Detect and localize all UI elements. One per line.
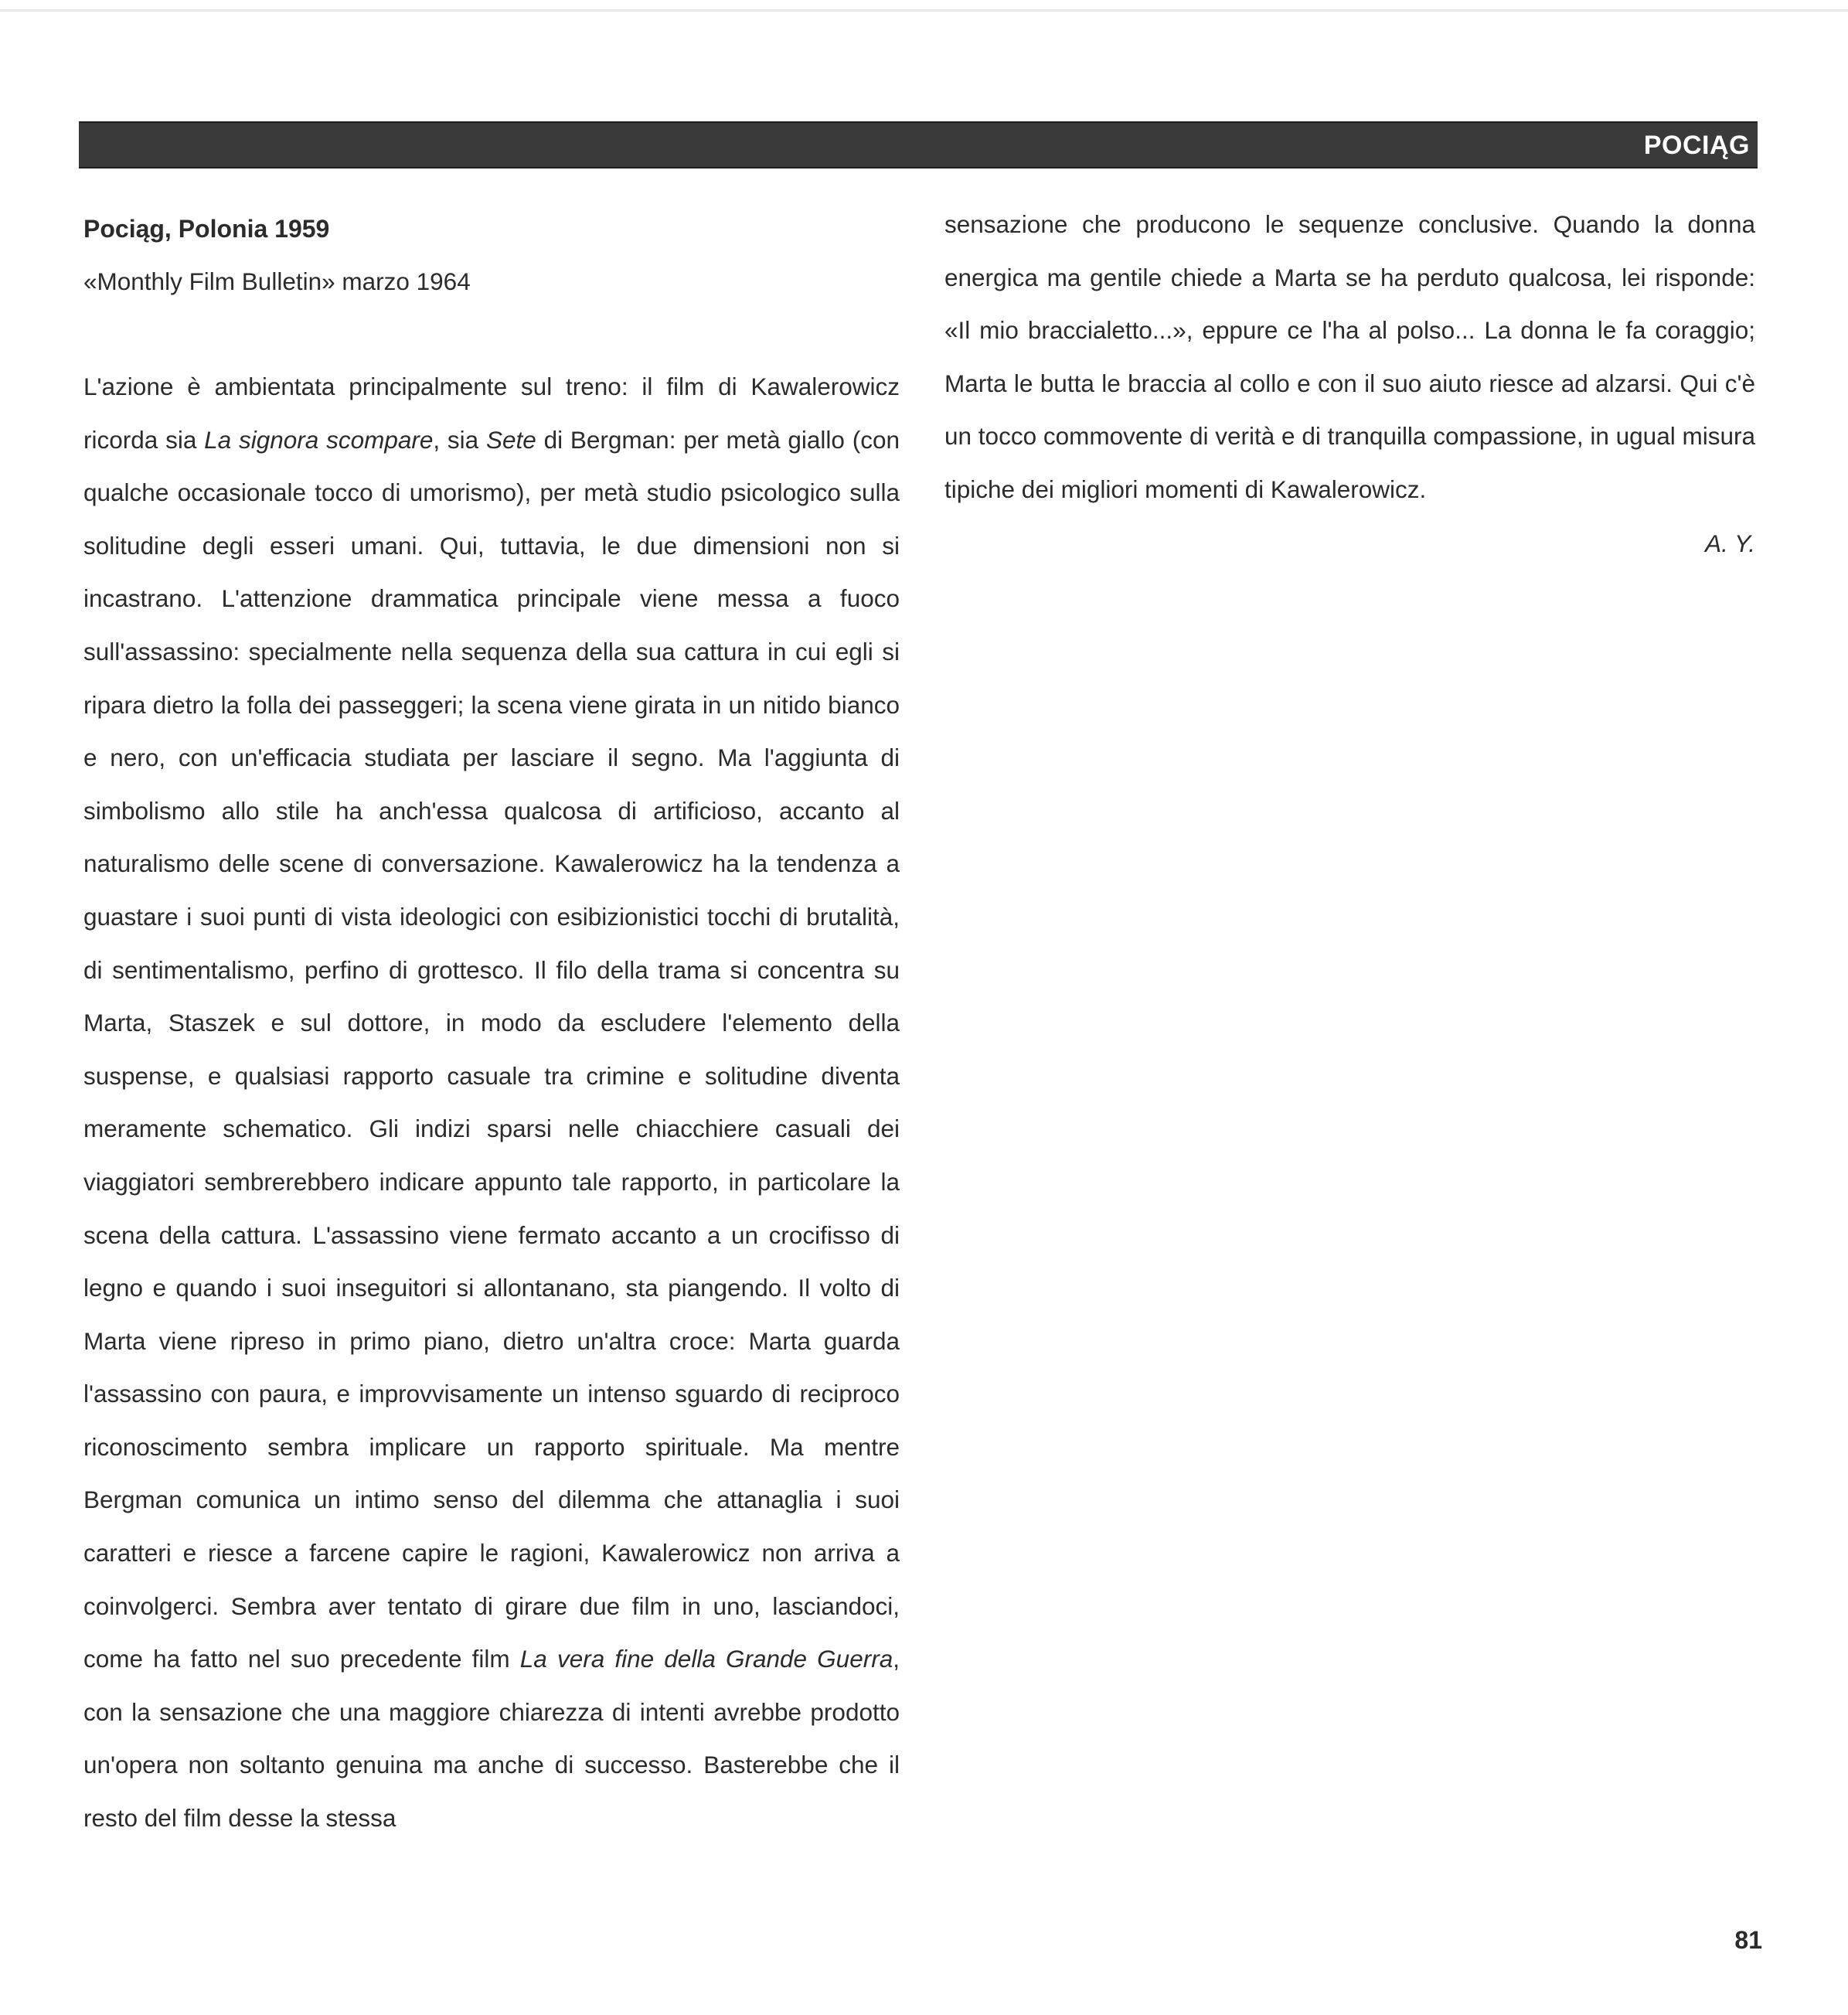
film-reference: La vera fine della Grande Guerra xyxy=(519,1645,893,1673)
top-rule xyxy=(0,9,1848,12)
review-body-left xyxy=(83,360,900,1845)
source-citation: «Monthly Film Bulletin» marzo 1964 xyxy=(83,267,471,295)
author-signature: A. Y. xyxy=(1705,529,1755,557)
page-number: 81 xyxy=(1734,1926,1762,1954)
section-title: POCIĄG xyxy=(1643,131,1750,160)
film-reference: Sete xyxy=(485,425,536,454)
body-text: , con la sensazione che una maggiore chiarezza di intenti avrebbe prodotto un'opera non soltanto genuina ma anche di successo. Basterebbe che il resto del film desse la stessa xyxy=(83,1645,900,1833)
film-reference: La signora scompare xyxy=(204,425,434,454)
left-column xyxy=(83,203,900,1845)
right-column xyxy=(944,198,1755,570)
body-text: L'azione è ambientata principalmente sul treno: il film di Kawalerowicz ricorda sia xyxy=(83,373,900,454)
section-header-bar xyxy=(79,121,1758,168)
review-body-right: sensazione che producono le sequenze conclusive. Quando la donna energica ma gentile chiede a Marta se ha perduto qualcosa, lei risponde: «Il mio braccialetto...», eppure ce l'ha al polso... La donna le fa coraggio; Marta le butta le braccia al collo e con il suo aiuto riesce ad alzarsi. Qui c'è un tocco commovente di verità e di tranquilla compassione, in ugual misura tipiche dei migliori momenti di Kawalerowicz. xyxy=(944,210,1755,503)
body-text: di Bergman: per metà giallo (con qualche occasionale tocco di umorismo), per metà studio psicologico sulla solitudine degli esseri umani. Qui, tuttavia, le due dimensioni non si incastrano. L'attenzione drammatica principale viene messa a fuoco sull'assassino: specialmente nella sequenza della sua cattura in cui egli si ripara dietro la folla dei passeggeri; la scena viene girata in un nitido bianco e nero, con un'efficacia studiata per lasciare il segno. Ma l'aggiunta di simbolismo allo stile ha anch'essa qualcosa di artificioso, accanto al naturalismo delle scene di conversazione. Kawalerowicz ha la tendenza a guastare i suoi punti di vista ideologici con esibizionistici tocchi di brutalità, di sentimentalismo, perfino di grottesco. Il filo della trama si concentra su Marta, Staszek e sul dottore, in modo da escludere l'elemento della suspense, e qualsiasi rapporto casuale tra crimine e solitudine diventa meramente schematico. Gli indizi sparsi nelle chiacchiere casuali dei viaggiatori sembrerebbero indicare appunto tale rapporto, in particolare la scena della cattura. L'assassino viene fermato accanto a un crocifisso di legno e quando i suoi inseguitori si allontanano, sta piangendo. Il volto di Marta viene ripreso in primo piano, dietro un'altra croce: Marta guarda l'assassino con paura, e improvvisamente un intenso sguardo di reciproco riconoscimento sembra implicare un rapporto spirituale. Ma mentre Bergman comunica un intimo senso del dilemma che attanaglia i suoi caratteri e riesce a farcene capire le ragioni, Kawalerowicz non arriva a coinvolgerci. Sembra aver tentato di girare due film in uno, lasciandoci, come ha fatto nel suo precedente film xyxy=(83,425,900,1673)
body-text: , sia xyxy=(433,425,486,454)
film-title: Pociąg, Polonia 1959 xyxy=(83,215,330,243)
